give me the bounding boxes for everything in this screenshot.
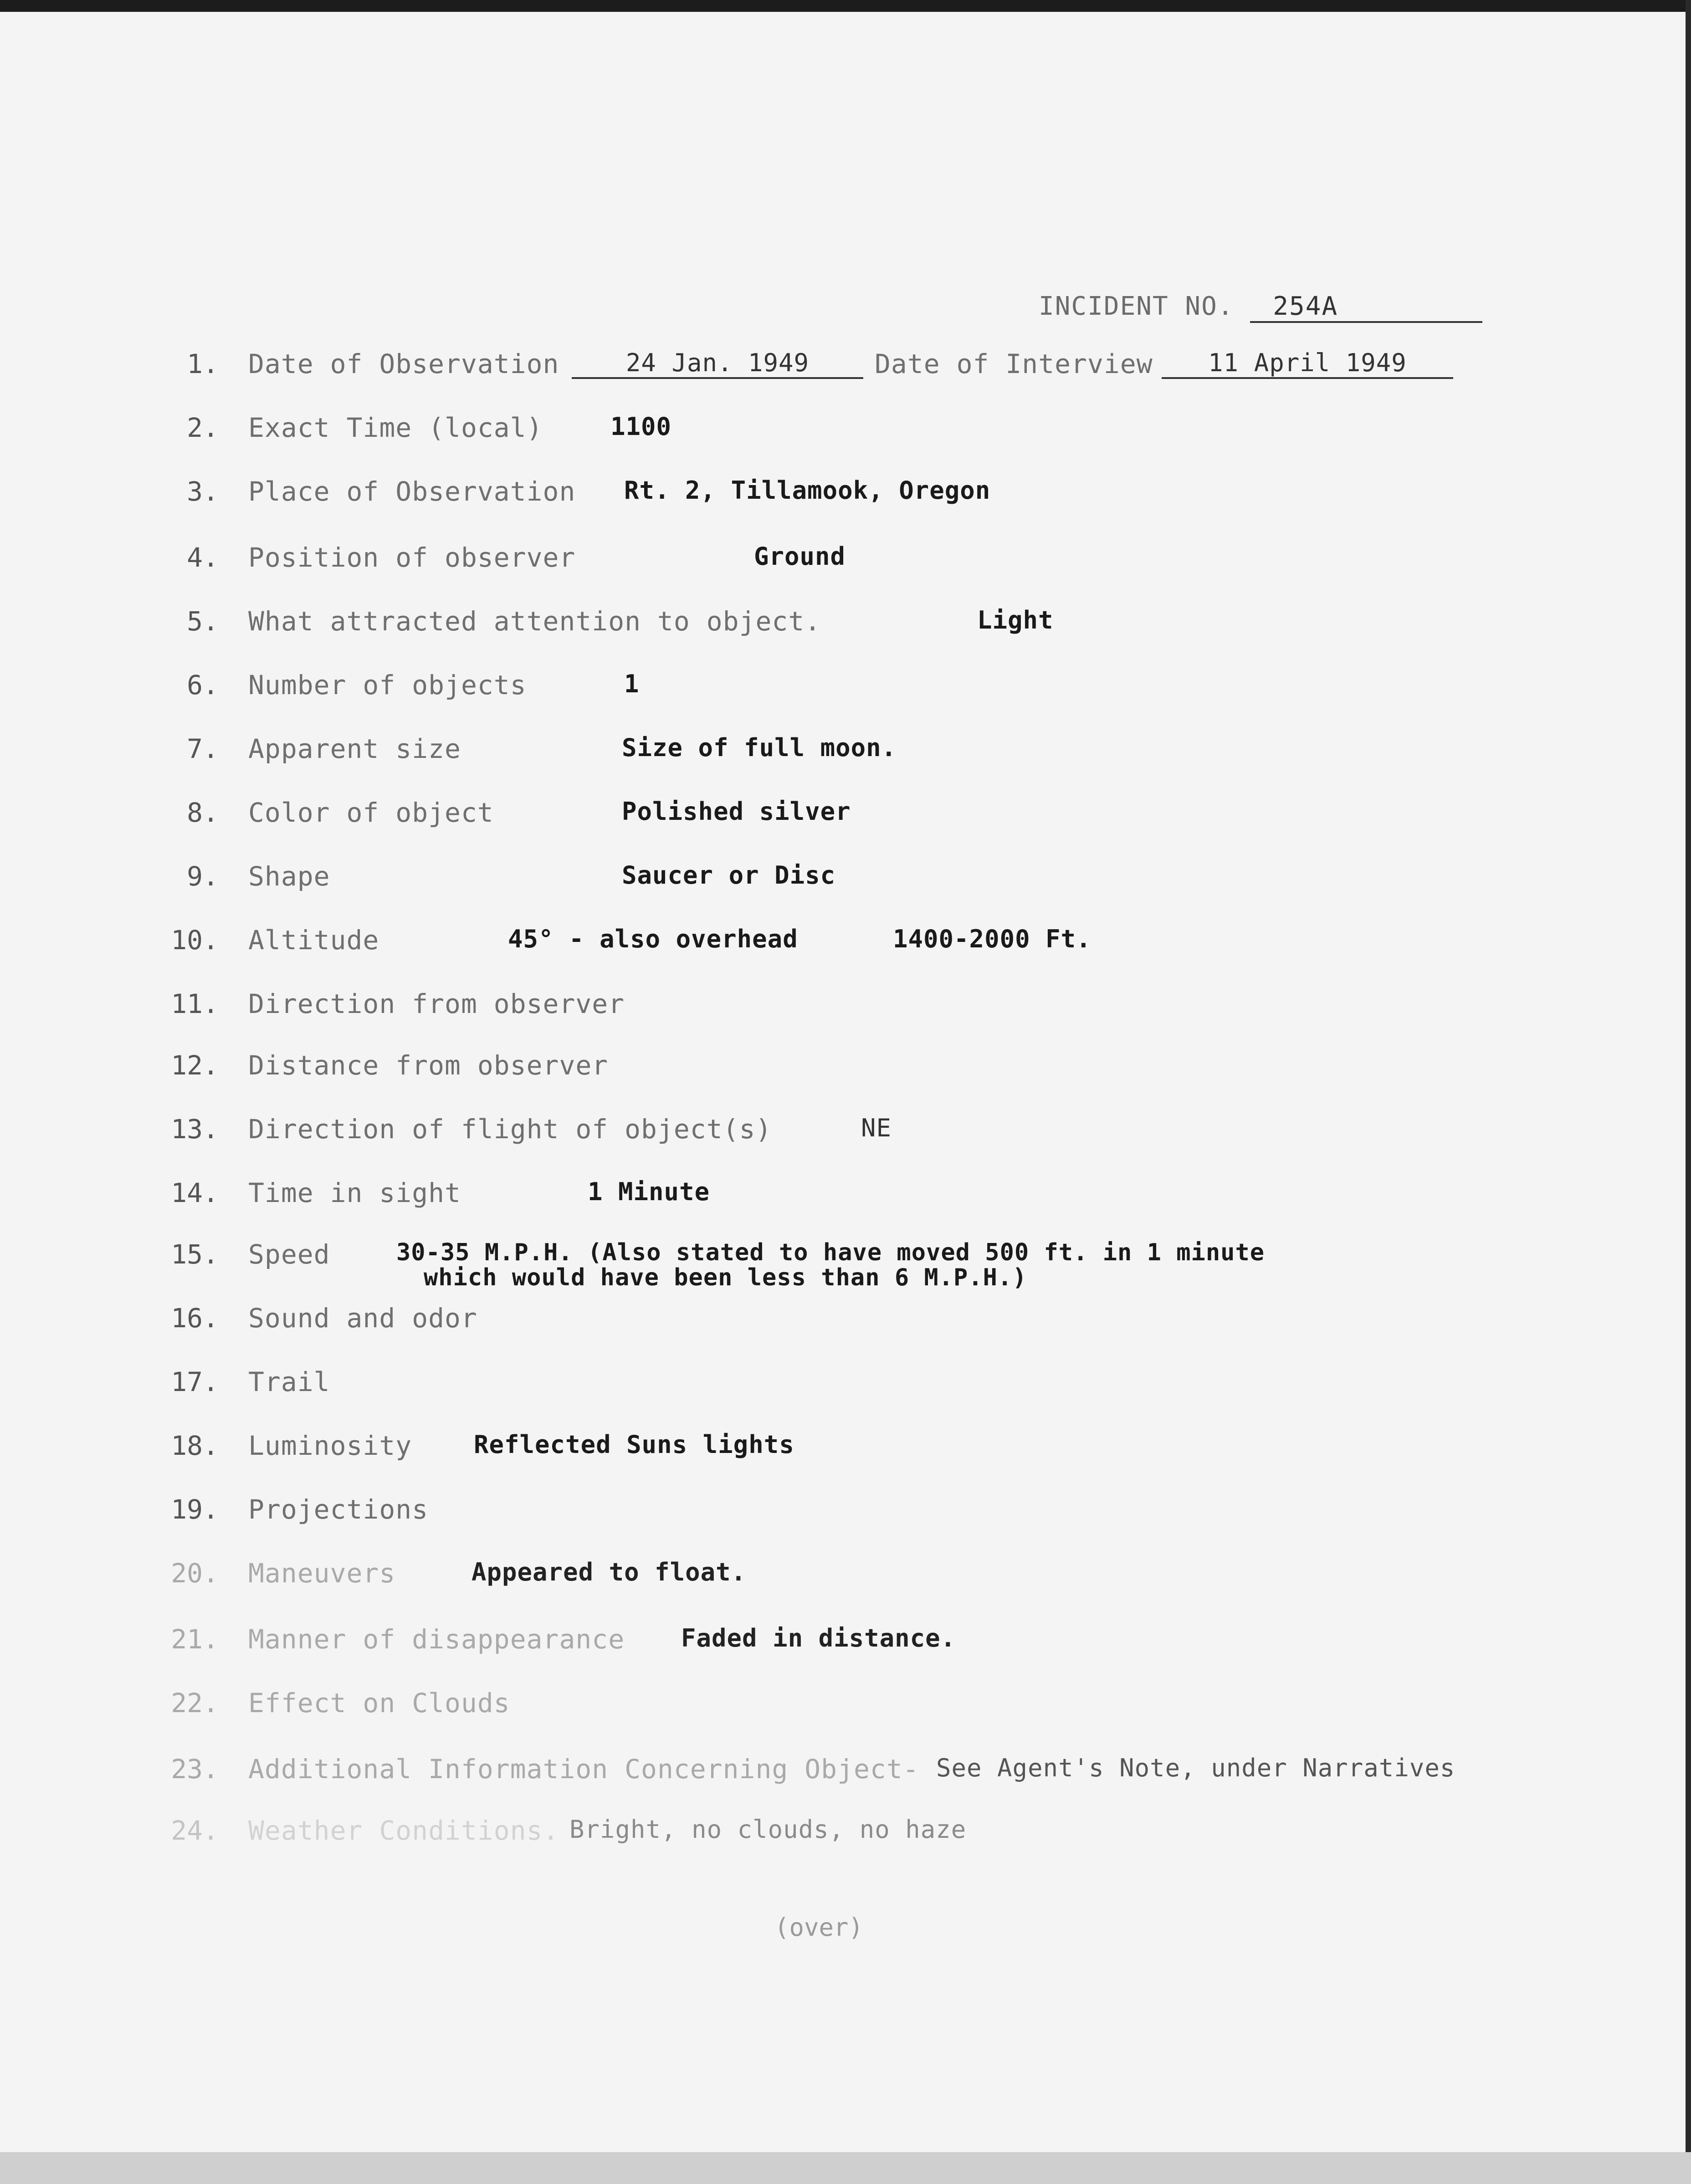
item-value: Faded in distance. xyxy=(681,1624,956,1652)
item-number: 22. xyxy=(171,1688,219,1719)
item-value: Polished silver xyxy=(622,797,851,826)
item-number: 11. xyxy=(171,988,219,1019)
item-label: Additional Information Concerning Object- xyxy=(248,1754,919,1785)
item-number: 9. xyxy=(187,861,219,892)
speed-value-line1: 30-35 M.P.H. (Also stated to have moved 500 ft. in 1 minute xyxy=(396,1239,1265,1266)
form-item-15 xyxy=(0,1239,1691,1307)
item-label: Manner of disappearance xyxy=(248,1624,625,1655)
item-label: Direction from observer xyxy=(248,988,625,1019)
item-number: 20. xyxy=(171,1558,219,1589)
incident-label: INCIDENT NO. xyxy=(1039,292,1234,321)
form-item-22 xyxy=(0,1688,1691,1729)
item-number: 24. xyxy=(171,1815,219,1846)
item-number: 19. xyxy=(171,1494,219,1525)
item-label: Weather Conditions. xyxy=(248,1815,559,1846)
form-item-11 xyxy=(0,988,1691,1029)
form-item-10 xyxy=(0,925,1691,966)
item-label: Direction of flight of object(s) xyxy=(248,1114,772,1145)
item-number: 10. xyxy=(171,925,219,956)
item-label: Luminosity xyxy=(248,1430,412,1461)
form-item-9 xyxy=(0,861,1691,902)
item-number: 4. xyxy=(187,542,219,573)
item-value: NE xyxy=(861,1114,892,1142)
item-number: 15. xyxy=(171,1239,219,1270)
item-label: Apparent size xyxy=(248,733,461,764)
form-item-23 xyxy=(0,1754,1691,1795)
item-number: 6. xyxy=(187,670,219,701)
item-number: 8. xyxy=(187,797,219,828)
item-number: 5. xyxy=(187,606,219,637)
item-value: See Agent's Note, under Narratives xyxy=(936,1754,1455,1782)
form-item-3 xyxy=(0,476,1691,517)
item-label: Date of Observation xyxy=(248,348,559,379)
form-item-14 xyxy=(0,1177,1691,1218)
item-value: Saucer or Disc xyxy=(622,861,836,890)
form-item-4 xyxy=(0,542,1691,583)
item-label: Altitude xyxy=(248,925,379,956)
item-label: Maneuvers xyxy=(248,1558,396,1589)
date-of-interview-value: 11 April 1949 xyxy=(1162,348,1453,379)
item-number: 7. xyxy=(187,733,219,764)
item-value: Rt. 2, Tillamook, Oregon xyxy=(624,476,991,505)
item-value: Ground xyxy=(754,542,846,571)
item-label: Trail xyxy=(248,1366,330,1397)
item-number: 18. xyxy=(171,1430,219,1461)
item-label: Color of object xyxy=(248,797,494,828)
item-label: What attracted attention to object. xyxy=(248,606,821,637)
incident-number xyxy=(1039,292,1482,323)
form-item-2 xyxy=(0,412,1691,453)
form-item-18 xyxy=(0,1430,1691,1471)
item-label: Shape xyxy=(248,861,330,892)
item-label: Place of Observation xyxy=(248,476,576,507)
form-item-12 xyxy=(0,1050,1691,1091)
form-item-16 xyxy=(0,1303,1691,1344)
item-number: 16. xyxy=(171,1303,219,1334)
item-label: Time in sight xyxy=(248,1177,461,1208)
item-value: Reflected Suns lights xyxy=(474,1430,794,1459)
altitude-angle-value: 45° - also overhead xyxy=(508,925,798,953)
item-number: 17. xyxy=(171,1366,219,1397)
item-label: Distance from observer xyxy=(248,1050,609,1081)
altitude-height-value: 1400-2000 Ft. xyxy=(893,925,1091,953)
item-value: Size of full moon. xyxy=(622,733,897,762)
form-item-1 xyxy=(0,348,1691,389)
item-label: Effect on Clouds xyxy=(248,1688,510,1719)
form-item-21 xyxy=(0,1624,1691,1665)
item-value: 1 xyxy=(624,670,640,698)
item-value: Light xyxy=(977,606,1054,634)
form-item-6 xyxy=(0,670,1691,711)
over-note: (over) xyxy=(774,1913,864,1942)
form-item-19 xyxy=(0,1494,1691,1535)
item-number: 13. xyxy=(171,1114,219,1145)
item-label: Sound and odor xyxy=(248,1303,477,1334)
item-label: Exact Time (local) xyxy=(248,412,543,443)
item-number: 23. xyxy=(171,1754,219,1785)
form-item-5 xyxy=(0,606,1691,647)
item-value: Appeared to float. xyxy=(471,1558,747,1586)
item-number: 14. xyxy=(171,1177,219,1208)
item-label: Position of observer xyxy=(248,542,576,573)
form-item-13 xyxy=(0,1114,1691,1155)
form-item-24 xyxy=(0,1815,1691,1856)
form-item-17 xyxy=(0,1366,1691,1407)
item-value: 1 Minute xyxy=(588,1177,710,1206)
form-item-20 xyxy=(0,1558,1691,1599)
item-value: Bright, no clouds, no haze xyxy=(569,1815,967,1844)
item-value: 1100 xyxy=(610,412,672,441)
item-label: Projections xyxy=(248,1494,429,1525)
item-number: 2. xyxy=(187,412,219,443)
item-label: Speed xyxy=(248,1239,330,1270)
item-number: 3. xyxy=(187,476,219,507)
date-of-observation-value: 24 Jan. 1949 xyxy=(572,348,863,379)
speed-value-line2: which would have been less than 6 M.P.H.) xyxy=(424,1264,1027,1291)
date-of-interview-label: Date of Interview xyxy=(875,348,1153,379)
item-number: 1. xyxy=(187,348,219,379)
item-number: 21. xyxy=(171,1624,219,1655)
form-item-7 xyxy=(0,733,1691,774)
item-number: 12. xyxy=(171,1050,219,1081)
incident-number-value: 254A xyxy=(1250,292,1482,323)
form-item-8 xyxy=(0,797,1691,838)
item-label: Number of objects xyxy=(248,670,527,701)
